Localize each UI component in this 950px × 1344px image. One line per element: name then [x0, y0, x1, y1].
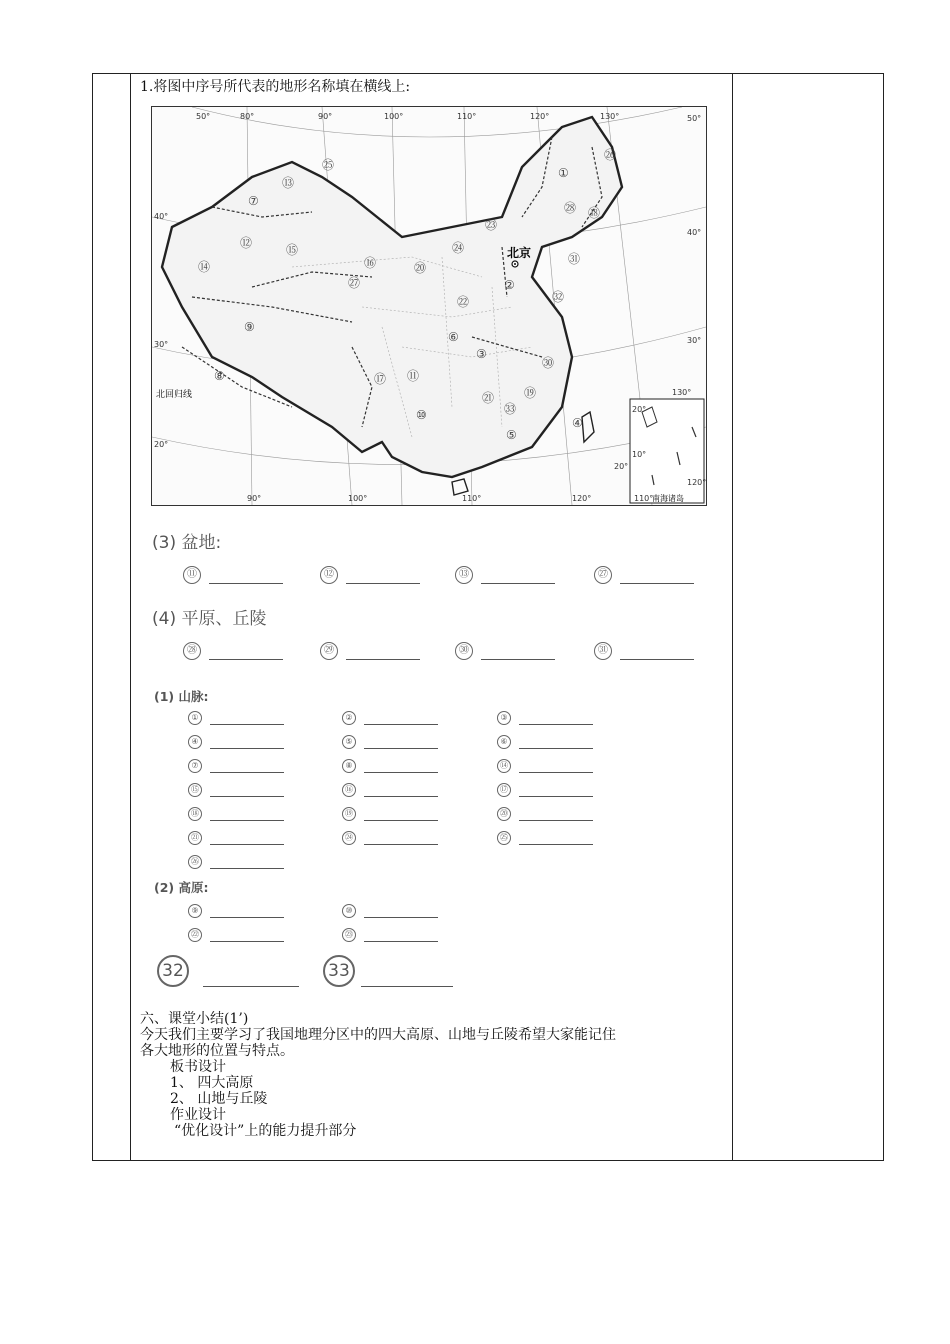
fill-in-item: 32 — [157, 955, 299, 987]
china-terrain-map — [151, 106, 707, 506]
fill-in-item: ㉖ — [188, 855, 284, 869]
answer-blank[interactable] — [620, 659, 694, 660]
map-marker: ⑰ — [374, 372, 387, 386]
map-marker: ⑧ — [214, 369, 225, 383]
answer-blank[interactable] — [364, 844, 438, 845]
answer-blank[interactable] — [346, 659, 420, 660]
lat-tick: 50° — [196, 112, 211, 121]
answer-blank[interactable] — [210, 724, 284, 725]
class-summary — [140, 1011, 730, 1139]
answer-blank[interactable] — [519, 796, 593, 797]
lon-tick: 110° — [457, 112, 477, 121]
inset-tick: 20° — [614, 462, 629, 471]
lon-tick: 100° — [384, 112, 404, 121]
fill-in-item: ⑮ — [188, 783, 284, 797]
answer-blank[interactable] — [364, 796, 438, 797]
map-marker: ㉕ — [322, 158, 335, 172]
answer-blank[interactable] — [210, 820, 284, 821]
lat-tick: 40° — [154, 212, 169, 221]
inset-tick: 20° — [632, 405, 647, 414]
inset-tick: 130° — [672, 388, 692, 397]
answer-blank[interactable] — [364, 772, 438, 773]
fill-in-item: ⑭ — [497, 759, 593, 773]
map-marker: ⑮ — [286, 243, 299, 257]
question-1-text: 1.将图中序号所代表的地形名称填在横线上: — [140, 79, 411, 95]
answer-blank[interactable] — [519, 772, 593, 773]
map-marker: ㉛ — [568, 252, 581, 266]
map-marker: ⑩ — [416, 408, 427, 422]
fill-in-item: 33 — [323, 955, 453, 987]
homework-title: 作业设计 — [170, 1107, 226, 1123]
answer-blank[interactable] — [210, 917, 284, 918]
fill-in-item: ⑱ — [188, 807, 284, 821]
table-column-divider — [130, 74, 131, 1160]
fill-in-item: ⑲ — [342, 807, 438, 821]
map-marker: ① — [558, 166, 569, 180]
inset-tick: 110° — [634, 494, 654, 503]
fill-in-item: ⑰ — [497, 783, 593, 797]
board-item: 1、 四大高原 — [170, 1075, 254, 1091]
map-marker: ㉜ — [552, 290, 565, 304]
map-marker: ⑳ — [414, 261, 427, 275]
answer-blank[interactable] — [519, 724, 593, 725]
answer-blank[interactable] — [203, 986, 299, 987]
fill-in-item: ㉙ — [320, 642, 420, 660]
fill-in-item: ⑧ — [342, 759, 438, 773]
answer-blank[interactable] — [620, 583, 694, 584]
fill-in-item: ⑯ — [342, 783, 438, 797]
answer-blank[interactable] — [346, 583, 420, 584]
map-marker: ㉑ — [482, 391, 495, 405]
fill-in-item: ② — [342, 711, 438, 725]
fill-in-item: ㉔ — [342, 831, 438, 845]
summary-line: 今天我们主要学习了我国地理分区中的四大高原、山地与丘陵希望大家能记住 — [140, 1027, 616, 1043]
fill-in-item: ㉚ — [455, 642, 555, 660]
inset-tick: 120° — [687, 478, 706, 487]
map-marker: ⑥ — [448, 330, 459, 344]
fill-in-item: ㉛ — [594, 642, 694, 660]
fill-in-item: ㉘ — [183, 642, 283, 660]
fill-in-item: ⑫ — [320, 566, 420, 584]
lon-tick: 120° — [530, 112, 550, 121]
map-marker: ⑭ — [198, 260, 211, 274]
answer-blank[interactable] — [210, 941, 284, 942]
lon-tick: 110° — [462, 494, 482, 503]
summary-heading: 六、课堂小结(1’) — [140, 1011, 249, 1027]
fill-in-item: ⑬ — [455, 566, 555, 584]
lat-tick: 40° — [687, 228, 702, 237]
board-design-title: 板书设计 — [170, 1059, 226, 1075]
map-marker: ⑫ — [240, 236, 253, 250]
tropic-label: 北回归线 — [156, 390, 193, 400]
map-marker: ㉗ — [348, 276, 361, 290]
lon-tick: 100° — [348, 494, 368, 503]
lon-tick: 120° — [572, 494, 592, 503]
map-marker: ㉔ — [452, 241, 465, 255]
board-item: 2、 山地与丘陵 — [170, 1091, 268, 1107]
lat-tick: 30° — [154, 340, 169, 349]
map-marker: ④ — [572, 416, 583, 430]
answer-blank[interactable] — [209, 659, 283, 660]
fill-in-item: ⑦ — [188, 759, 284, 773]
fill-in-item: ㉓ — [342, 928, 438, 942]
map-marker: ⑤ — [506, 428, 517, 442]
answer-blank[interactable] — [364, 724, 438, 725]
fill-in-item: ⑩ — [342, 904, 438, 918]
fill-in-item: ㉗ — [594, 566, 694, 584]
lon-tick: 80° — [240, 112, 255, 121]
answer-blank[interactable] — [519, 748, 593, 749]
inset-tick: 10° — [632, 450, 647, 459]
answer-blank[interactable] — [364, 917, 438, 918]
map-marker: ㉝ — [504, 402, 517, 416]
homework-text: “优化设计”上的能力提升部分 — [174, 1123, 357, 1139]
summary-line: 各大地形的位置与特点。 — [140, 1043, 294, 1059]
answer-blank[interactable] — [210, 868, 284, 869]
answer-blank[interactable] — [210, 844, 284, 845]
map-marker: ㉓ — [485, 218, 498, 232]
table-column-divider — [732, 74, 733, 1160]
lat-tick: 30° — [687, 336, 702, 345]
answer-blank[interactable] — [364, 748, 438, 749]
fill-in-item: ① — [188, 711, 284, 725]
lat-tick: 20° — [154, 440, 169, 449]
answer-blank[interactable] — [361, 986, 453, 987]
map-marker: ⑨ — [244, 320, 255, 334]
section-basins-title: (3) 盆地: — [152, 533, 222, 553]
section-plateaus-title: (2) 高原: — [154, 880, 209, 895]
map-marker: ⑦ — [248, 194, 259, 208]
answer-blank[interactable] — [364, 941, 438, 942]
map-marker: ㉚ — [542, 356, 555, 370]
fill-in-item: ③ — [497, 711, 593, 725]
fill-in-item: ㉕ — [497, 831, 593, 845]
fill-in-item: ㉑ — [188, 831, 284, 845]
answer-blank[interactable] — [519, 820, 593, 821]
lat-tick: 50° — [687, 114, 702, 123]
map-marker: ⑯ — [364, 256, 377, 270]
fill-in-item: ⑪ — [183, 566, 283, 584]
lon-tick: 90° — [247, 494, 262, 503]
map-marker: ⑱ — [588, 206, 601, 220]
map-marker: ② — [504, 278, 515, 292]
map-marker: ③ — [476, 347, 487, 361]
map-marker: ⑬ — [282, 176, 295, 190]
fill-in-item: ⑤ — [342, 735, 438, 749]
lon-tick: 130° — [600, 112, 620, 121]
fill-in-item: ⑳ — [497, 807, 593, 821]
answer-blank[interactable] — [519, 844, 593, 845]
fill-in-item: ④ — [188, 735, 284, 749]
answer-blank[interactable] — [210, 796, 284, 797]
map-marker: ㉒ — [457, 295, 470, 309]
fill-in-item: ㉒ — [188, 928, 284, 942]
fill-in-item: ⑥ — [497, 735, 593, 749]
lon-tick: 90° — [318, 112, 333, 121]
answer-blank[interactable] — [210, 748, 284, 749]
answer-blank[interactable] — [210, 772, 284, 773]
beijing-label: 北京 — [507, 246, 532, 260]
map-marker: ⑲ — [524, 386, 537, 400]
map-marker: ⑪ — [407, 369, 420, 383]
inset-label: 南海诸岛 — [652, 494, 684, 503]
map-marker: ㉖ — [604, 148, 617, 162]
map-marker: ㉘ — [564, 201, 577, 215]
map-drawing — [152, 107, 706, 505]
answer-blank[interactable] — [209, 583, 283, 584]
answer-blank[interactable] — [481, 583, 555, 584]
section-mountains-title: (1) 山脉: — [154, 689, 209, 704]
fill-in-item: ⑨ — [188, 904, 284, 918]
answer-blank[interactable] — [364, 820, 438, 821]
answer-blank[interactable] — [481, 659, 555, 660]
section-plains-title: (4) 平原、丘陵 — [152, 609, 267, 629]
